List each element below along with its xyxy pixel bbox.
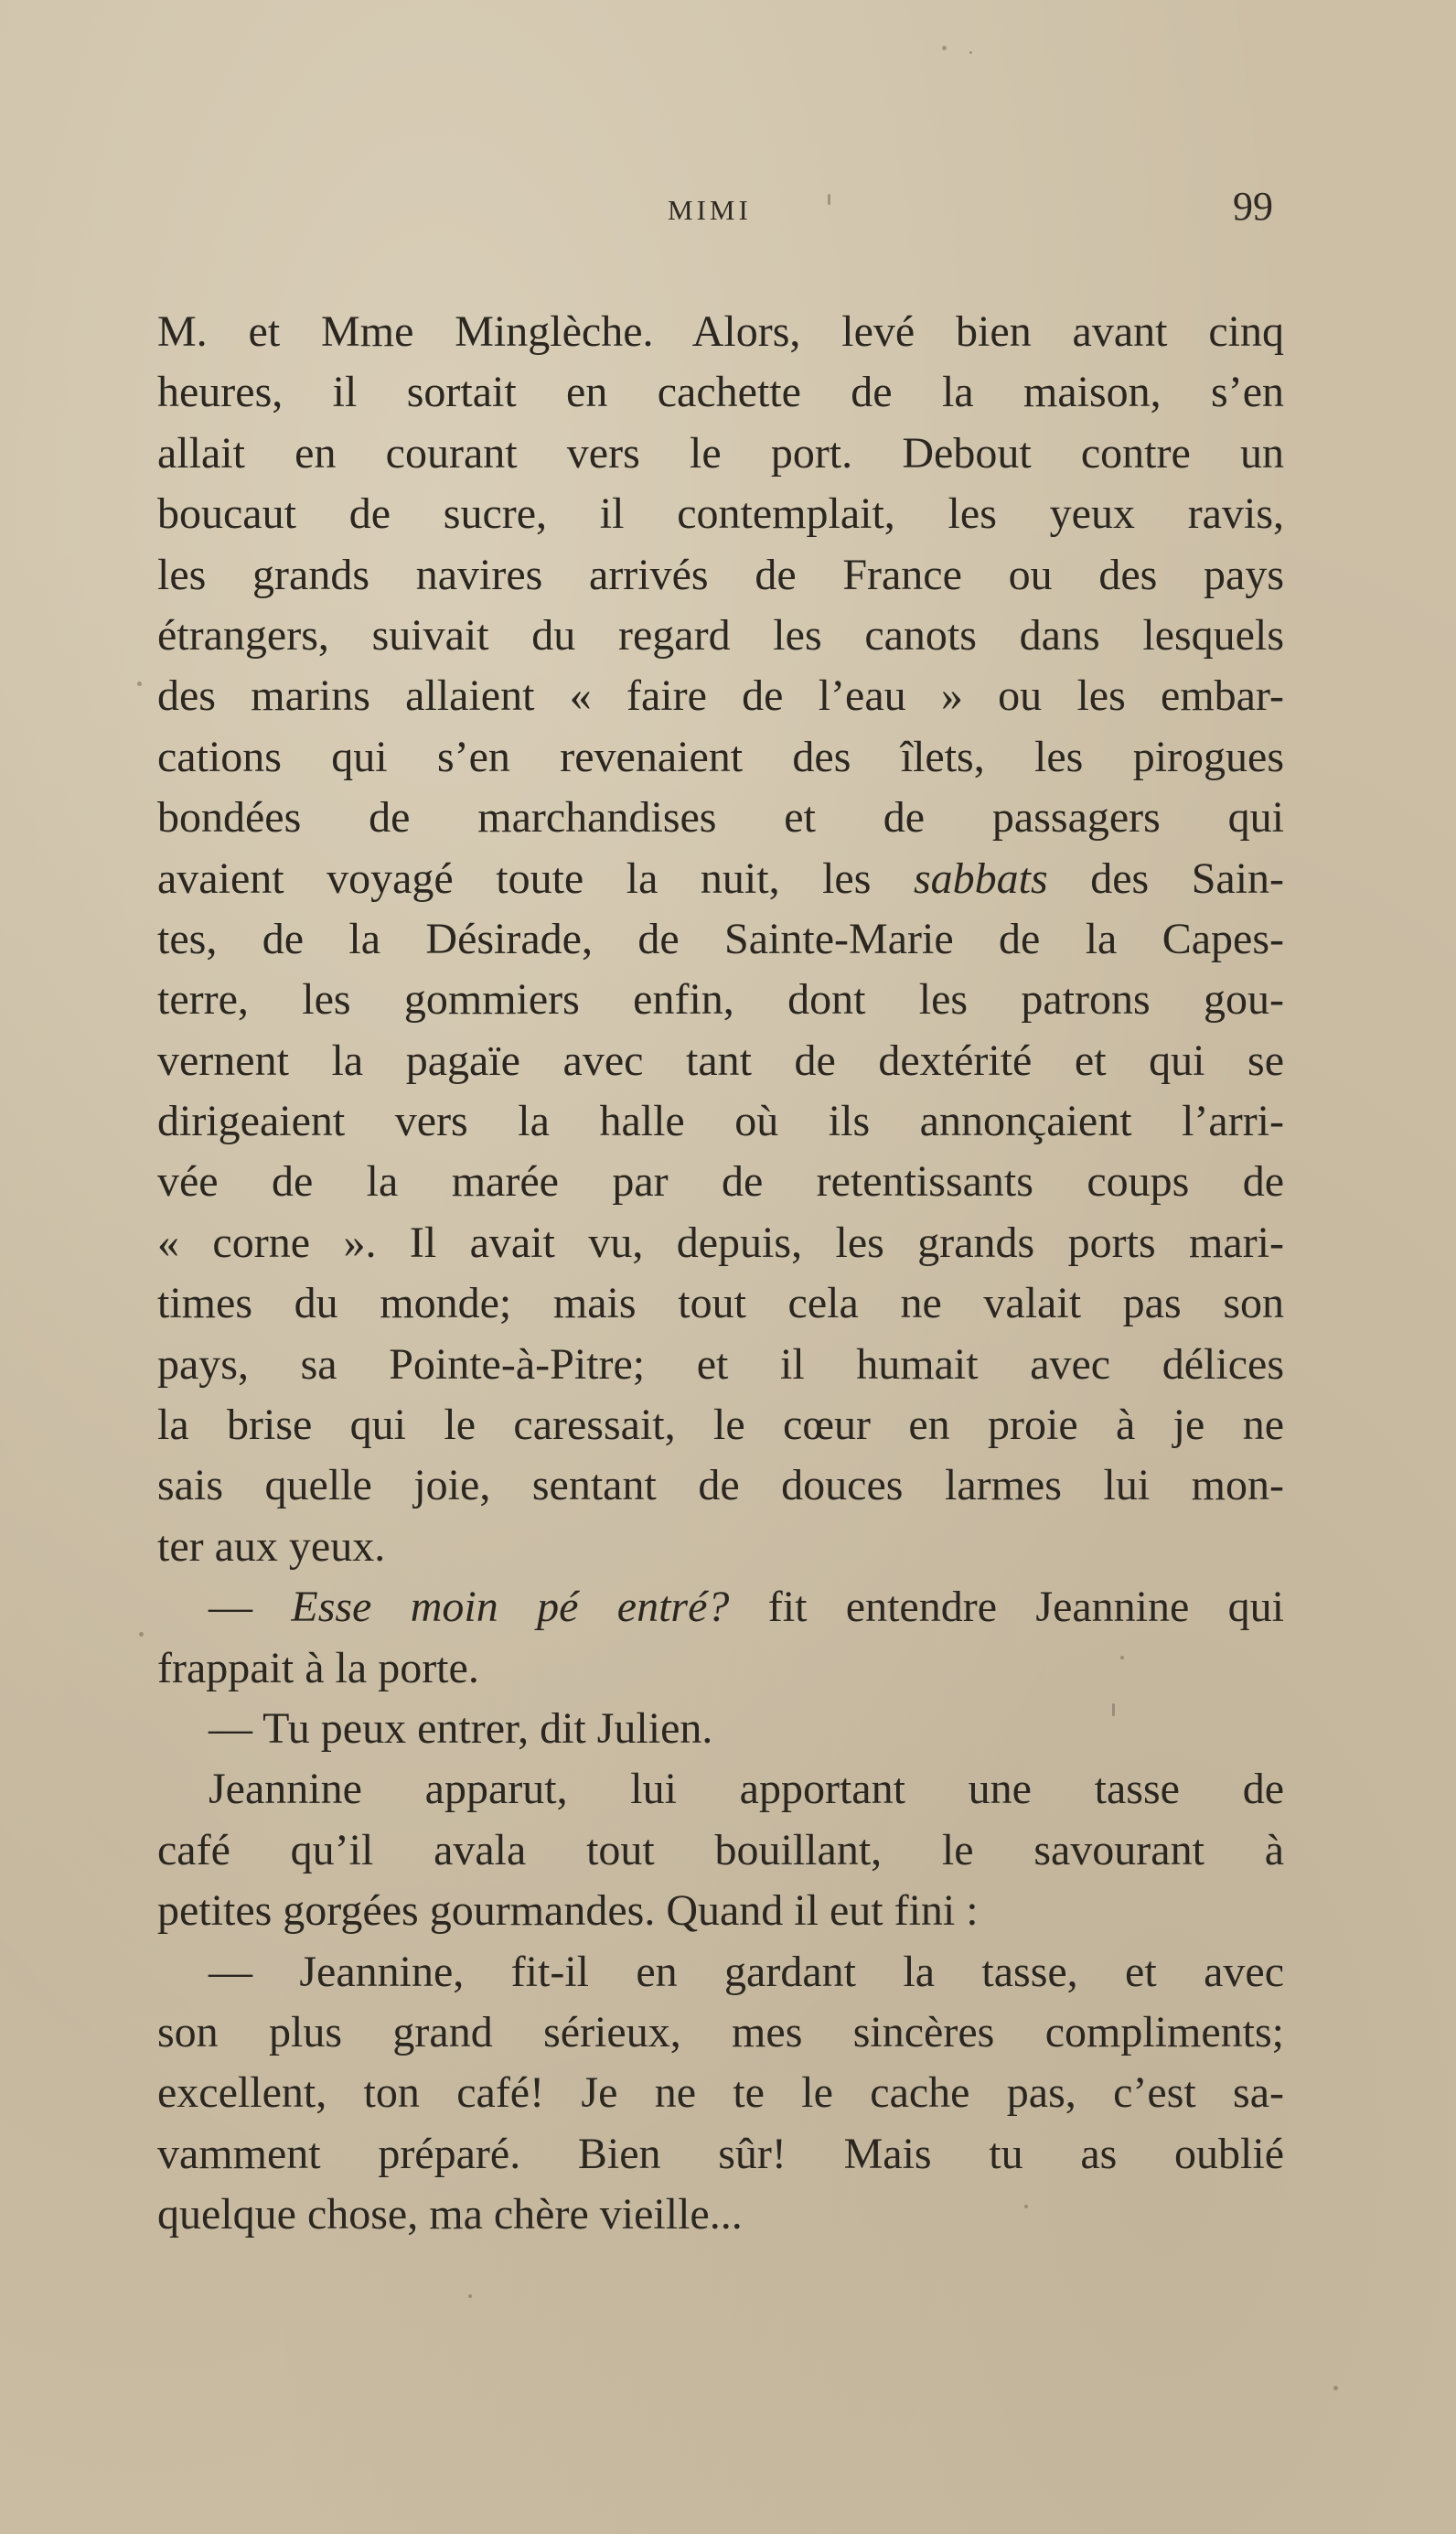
text-line: pays, sa Pointe-à-Pitre; et il humait avec délices <box>157 1339 1284 1389</box>
paper-speck <box>828 194 830 205</box>
text-line: ter aux yeux. <box>157 1521 386 1571</box>
text-line: vernent la pagaïe avec tant de dextérité et qui se <box>157 1036 1284 1085</box>
dialogue-line <box>157 1577 1284 1637</box>
text-line: les grands navires arrivés de France ou des pays <box>157 550 1284 599</box>
line-text: avaient voyagé toute la nuit, les <box>157 854 872 903</box>
paper-speck <box>1120 1656 1124 1659</box>
running-title: MIMI <box>668 194 752 226</box>
text-line: petites gorgées gourmandes. Quand il eut fini : <box>157 1886 979 1936</box>
paper-speck <box>468 2294 472 2298</box>
text-line: sais quelle joie, sentant de douces larmes lui mon- <box>157 1461 1284 1510</box>
italic-word: sabbats <box>913 854 1048 903</box>
text-line: cations qui s’en revenaient des îlets, les pirogues <box>157 732 1284 781</box>
paper-speck <box>969 51 972 54</box>
text-line: des marins allaient « faire de l’eau » ou les embar- <box>157 671 1284 721</box>
page-number: 99 <box>1233 184 1273 229</box>
text-line: « corne ». Il avait vu, depuis, les grands ports mari- <box>157 1218 1284 1267</box>
italic-dialogue: Esse moin pé entré? <box>291 1583 730 1632</box>
text-line: dirigeaient vers la halle où ils annonçaient l’arri- <box>157 1097 1284 1146</box>
text-line: la brise qui le caressait, le cœur en proie à je ne <box>157 1401 1284 1450</box>
text-line: bondées de marchandises et de passagers qui <box>157 793 1284 843</box>
dialogue-dash: — <box>209 1583 252 1632</box>
text-line: café qu’il avala tout bouillant, le savourant à <box>157 1825 1284 1874</box>
paper-speck <box>1024 2205 1028 2208</box>
dialogue-line: — Tu peux entrer, dit Julien. <box>209 1703 713 1753</box>
text-line: excellent, ton café! Je ne te le cache pas, c’est sa- <box>157 2068 1284 2118</box>
body-text <box>157 302 1284 2246</box>
paper-speck <box>942 46 947 50</box>
paper-speck <box>1112 1703 1115 1716</box>
text-line: allait en courant vers le port. Debout contre un <box>157 428 1284 478</box>
text-line: terre, les gommiers enfin, dont les patrons gou- <box>157 975 1284 1025</box>
text-line: tes, de la Désirade, de Sainte-Marie de la Capes- <box>157 914 1284 963</box>
paper-speck <box>139 1632 144 1637</box>
text-line: vée de la marée par de retentissants coups de <box>157 1157 1284 1207</box>
paper-speck <box>1333 2386 1338 2390</box>
text-line: vamment préparé. Bien sûr! Mais tu as oublié <box>157 2129 1284 2178</box>
text-line: Jeannine apparut, lui apportant une tasse de <box>209 1765 1284 1814</box>
text-line: heures, il sortait en cachette de la maison, s’en <box>157 368 1284 417</box>
text-line: quelque chose, ma chère vieille... <box>157 2190 743 2239</box>
text-line: M. et Mme Minglèche. Alors, levé bien avant cinq <box>157 307 1284 356</box>
text-line: times du monde; mais tout cela ne valait pas son <box>157 1279 1284 1328</box>
line-text-tail: des Sain- <box>1090 854 1285 903</box>
line-text-tail: fit entendre Jeannine qui <box>767 1583 1285 1632</box>
dialogue-line: — Jeannine, fit-il en gardant la tasse, et avec <box>209 1947 1284 1996</box>
text-line: frappait à la porte. <box>157 1643 479 1692</box>
paper-speck <box>137 682 142 686</box>
text-line: son plus grand sérieux, mes sincères compliments; <box>157 2007 1284 2056</box>
text-line: boucaut de sucre, il contemplait, les yeux ravis, <box>157 489 1284 539</box>
text-line: étrangers, suivait du regard les canots dans lesquels <box>157 610 1284 660</box>
text-line <box>157 849 1284 909</box>
